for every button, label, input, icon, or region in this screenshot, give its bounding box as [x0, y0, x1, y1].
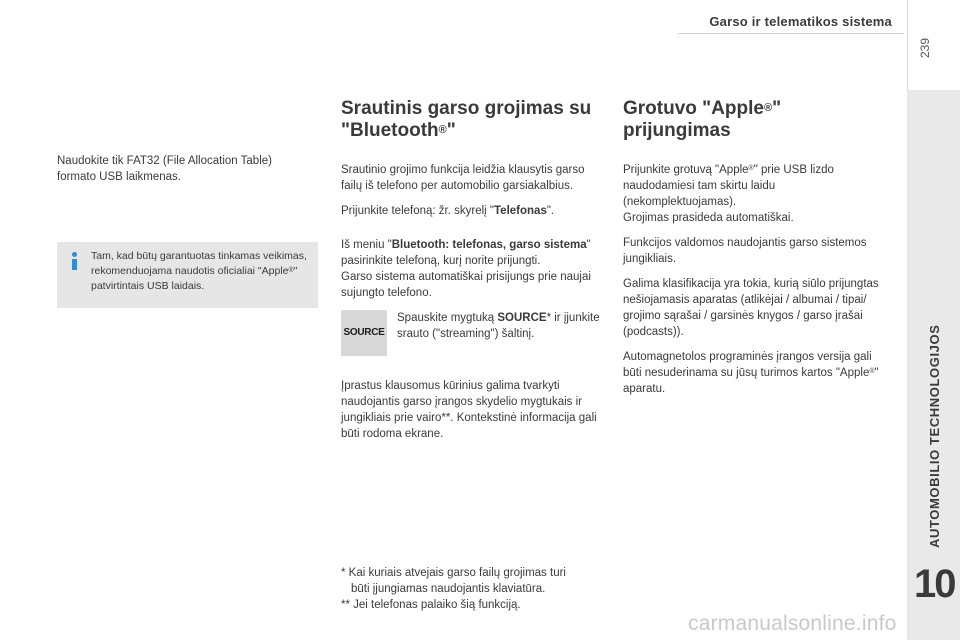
header-title: Garso ir telematikos sistema: [709, 14, 892, 29]
footnote-1: * Kai kuriais atvejais garso failų grojimas turi būti įjungiamas naudojantis klaviatūra.: [341, 567, 566, 595]
functions-text: Funkcijos valdomos naudojantis garso sistemos jungikliais.: [623, 237, 867, 265]
middle-column: [341, 98, 603, 451]
apple-connect-text: Prijunkite grotuvą "Apple®" prie USB lizdo naudodamiesi tam skirtu laidu (nekomplektuojamas).: [623, 164, 834, 208]
watermark: carmanualsonline.info: [688, 612, 897, 635]
title-line-2: "Bluetooth: [341, 120, 439, 141]
source-instruction-text: Spauskite mygtuką SOURCE* ir įjunkite srauto ("streaming") šaltinį.: [397, 312, 600, 340]
title-end-quote: ": [446, 120, 456, 141]
footnote-2: ** Jei telefonas palaiko šią funkciją.: [341, 599, 521, 611]
chapter-number: 10: [914, 562, 955, 606]
info-text-start: Tam, kad būtų garantuotas tinkamas veikimas, rekomenduojama naudotis oficialiai "Apple: [91, 250, 307, 277]
chapter-title: AUTOMOBILIO TECHNOLOGIJOS: [927, 324, 942, 548]
source-button-icon: SOURCE: [341, 310, 387, 356]
compatibility-text: Automagnetolos programinės įrangos versija gali būti nesuderinama su jūsų turimos kartos "Apple®" aparatu.: [623, 351, 879, 395]
right-column: [623, 98, 883, 406]
sidebar-top: [907, 0, 960, 90]
apple-title-line-1: Grotuvo "Apple: [623, 98, 764, 119]
auto-connect-text: Garso sistema automatiškai prisijungs prie naujai sujungto telefono.: [341, 271, 591, 299]
apple-title-end-quote: ": [772, 98, 782, 119]
left-column: [57, 153, 307, 194]
menu-select-text: Iš meniu "Bluetooth: telefonas, garso sistema" pasirinkite telefoną, kurį norite prijungti.: [341, 239, 591, 267]
page-number: 239: [918, 37, 932, 58]
info-text-end: " patvirtintais USB laidais.: [91, 265, 298, 292]
info-box: [57, 242, 318, 308]
controls-text: Įprastus klausomus kūrinius galima tvarkyti naudojantis garso įrangos skydelio mygtukais ir jungikliais prie vairo**. Kontekstinė informacija gali būti rodoma ekrane.: [341, 380, 597, 440]
registered-mark: ®: [288, 267, 294, 274]
connect-phone-text: Prijunkite telefoną: žr. skyrelį "Telefonas".: [341, 205, 555, 217]
apple-section-title: [623, 98, 883, 142]
header-divider: [678, 33, 904, 34]
info-icon: [68, 252, 82, 270]
footnotes: [341, 565, 603, 613]
usb-format-note: Naudokite tik FAT32 (File Allocation Table) formato USB laikmenas.: [57, 155, 272, 183]
apple-title-line-2: prijungimas: [623, 120, 731, 141]
title-registered-mark: ®: [438, 124, 447, 136]
bluetooth-intro: Srautinio grojimo funkcija leidžia klausytis garso failų iš telefono per automobilio garsiakalbius.: [341, 164, 585, 192]
autoplay-text: Grojimas prasideda automatiškai.: [623, 212, 794, 224]
classification-text: Galima klasifikacija yra tokia, kurią siūlo prijungtas nešiojamasis aparatas (atlikėjai / albumai / tipai/ grojimo sąrašai / garsinės knygos / garso įrašai (podcasts)).: [623, 278, 879, 338]
apple-title-registered: ®: [763, 102, 773, 114]
bluetooth-section-title: [341, 98, 603, 142]
title-line-1: Srautinis garso grojimas su: [341, 98, 592, 119]
source-instruction: [341, 310, 603, 360]
